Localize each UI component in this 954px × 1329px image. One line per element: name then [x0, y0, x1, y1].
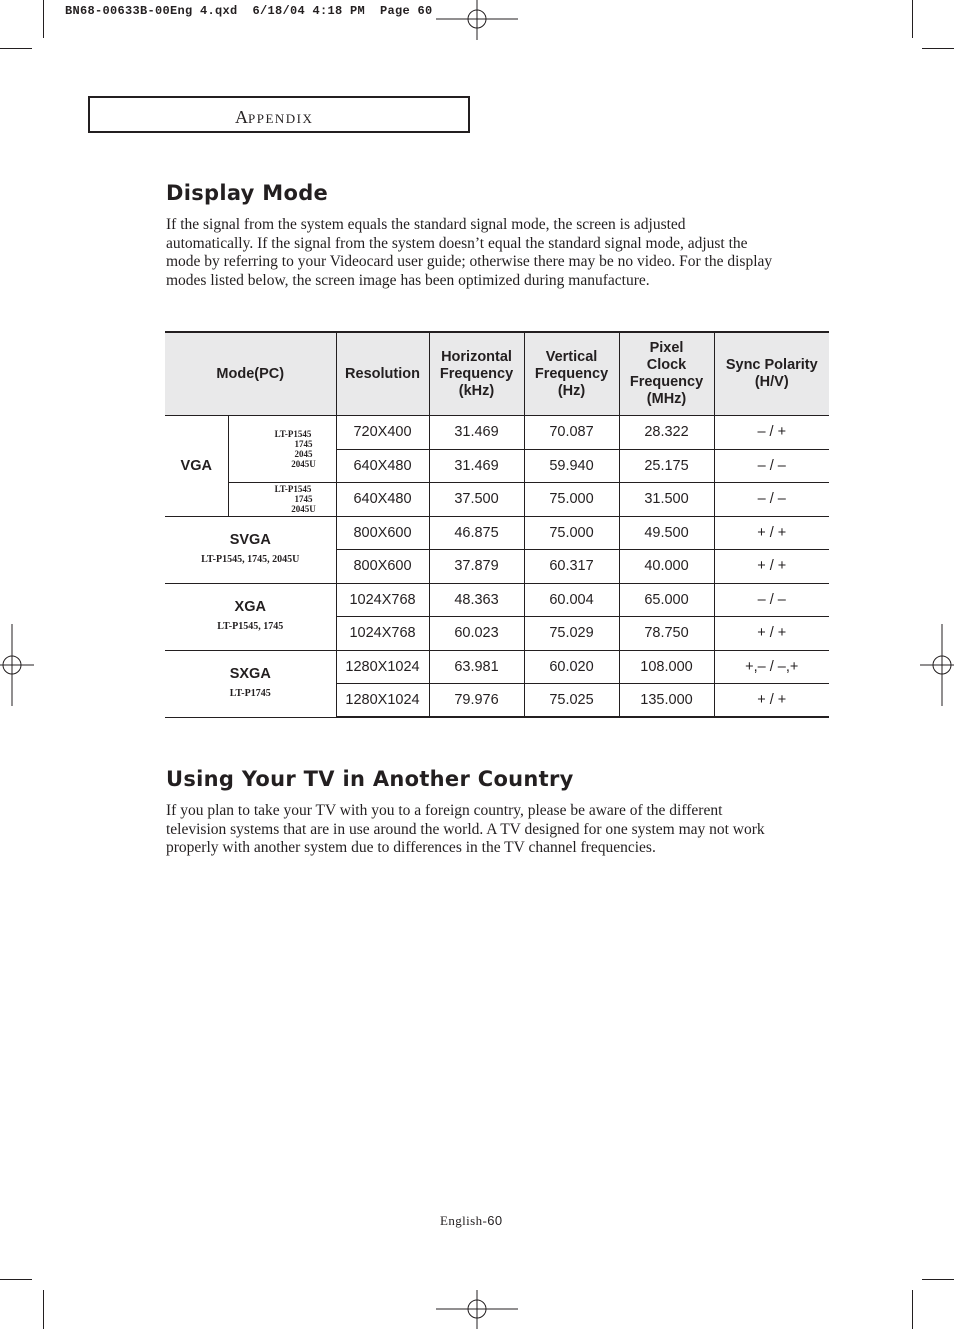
cell-vfreq: 70.087: [524, 416, 619, 450]
cell-resolution: 1024X768: [336, 617, 429, 651]
cell-hfreq: 31.469: [429, 449, 524, 483]
model-line: LT-P1545: [274, 484, 312, 495]
crop-mark: [0, 48, 32, 49]
registration-mark-icon: [920, 624, 954, 706]
header-line: Pixel: [649, 340, 684, 356]
cell-sync: + / +: [714, 684, 829, 718]
cell-hfreq: 63.981: [429, 650, 524, 684]
header-line: Frequency: [534, 365, 609, 382]
header-mode: Mode(PC): [165, 332, 336, 416]
cell-resolution: 800X600: [336, 516, 429, 550]
header-line: Vertical: [545, 348, 598, 365]
display-mode-table: [165, 331, 829, 718]
table-row: [165, 583, 829, 617]
header-line: Horizontal: [441, 348, 512, 365]
display-mode-paragraph: If the signal from the system equals the standard signal mode, the screen is adjusted automatically. If the signal from the system doesn’t equal the standard signal mode, adjust the mode by referring to your Videocard user guide; otherwise there may be no video. For the display modes listed below, the screen image has been optimized during manufacture.: [166, 216, 773, 289]
cell-pixel: 108.000: [619, 650, 714, 684]
crop-mark: [912, 0, 913, 38]
model-line: 2045: [294, 449, 313, 459]
cell-resolution: 800X600: [336, 550, 429, 584]
section-initial: A: [235, 107, 248, 127]
header-vertical-frequency: [524, 332, 619, 416]
header-line: (kHz): [458, 382, 495, 399]
table-row: [165, 416, 829, 450]
cell-pixel: 78.750: [619, 617, 714, 651]
crop-mark: [922, 48, 954, 49]
cell-vfreq: 59.940: [524, 449, 619, 483]
header-line: Frequency: [439, 365, 514, 382]
crop-mark: [922, 1279, 954, 1280]
cell-sync: – / +: [714, 416, 829, 450]
mode-sxga-name: SXGA: [229, 665, 271, 682]
cell-sync: +,– / –,+: [714, 650, 829, 684]
cell-vfreq: 75.000: [524, 483, 619, 517]
mode-sxga: [165, 650, 336, 717]
vga-models-b: [228, 483, 336, 517]
header-line: Frequency: [629, 374, 704, 390]
mode-xga: [165, 583, 336, 650]
crop-mark: [43, 1290, 44, 1329]
cell-hfreq: 37.879: [429, 550, 524, 584]
header-resolution: Resolution: [336, 332, 429, 416]
footer-page: 60: [487, 1213, 503, 1228]
cell-hfreq: 31.469: [429, 416, 524, 450]
mode-sxga-models: LT-P1745: [229, 687, 271, 699]
crop-mark: [43, 0, 44, 38]
print-slug: BN68-00633B-00Eng 4.qxd 6/18/04 4:18 PM Page 60: [65, 4, 433, 18]
cell-sync: – / –: [714, 449, 829, 483]
cell-resolution: 1280X1024: [336, 684, 429, 718]
mode-svga-name: SVGA: [229, 531, 271, 548]
vga-models-a: [228, 416, 336, 483]
cell-resolution: 720X400: [336, 416, 429, 450]
model-line: 1745: [294, 494, 313, 505]
another-country-paragraph: If you plan to take your TV with you to a foreign country, please be aware of the different television systems that are in use around the world. A TV designed for one system may not work properly with another system due to differences in the TV channel frequencies.: [166, 802, 765, 857]
cell-pixel: 65.000: [619, 583, 714, 617]
cell-pixel: 135.000: [619, 684, 714, 718]
cell-sync: + / +: [714, 617, 829, 651]
model-line: 1745: [294, 439, 313, 449]
header-line: (H/V): [754, 374, 789, 390]
model-line: 2045U: [291, 504, 316, 515]
cell-pixel: 25.175: [619, 449, 714, 483]
mode-svga: [165, 516, 336, 583]
page-number: [440, 1213, 503, 1229]
header-line: (Hz): [557, 382, 586, 399]
registration-mark-icon: [436, 1290, 518, 1329]
cell-resolution: 1280X1024: [336, 650, 429, 684]
table-row: [165, 650, 829, 684]
cell-pixel: 31.500: [619, 483, 714, 517]
mode-xga-name: XGA: [234, 598, 266, 615]
cell-resolution: 1024X768: [336, 583, 429, 617]
model-line: LT-P1545: [274, 429, 312, 439]
cell-hfreq: 79.976: [429, 684, 524, 718]
cell-vfreq: 60.020: [524, 650, 619, 684]
table-header-row: [165, 332, 829, 416]
cell-pixel: 49.500: [619, 516, 714, 550]
cell-hfreq: 48.363: [429, 583, 524, 617]
cell-resolution: 640X480: [336, 449, 429, 483]
cell-vfreq: 75.000: [524, 516, 619, 550]
cell-resolution: 640X480: [336, 483, 429, 517]
header-sync-polarity: [714, 332, 829, 416]
cell-pixel: 28.322: [619, 416, 714, 450]
crop-mark: [0, 1279, 32, 1280]
section-header-box: [88, 96, 470, 133]
registration-mark-icon: [436, 0, 518, 40]
table-row: [165, 516, 829, 550]
header-line: Sync Polarity: [725, 357, 818, 373]
cell-hfreq: 46.875: [429, 516, 524, 550]
header-horizontal-frequency: [429, 332, 524, 416]
cell-vfreq: 75.029: [524, 617, 619, 651]
cell-vfreq: 60.004: [524, 583, 619, 617]
header-line: Clock: [646, 357, 687, 373]
cell-hfreq: 60.023: [429, 617, 524, 651]
cell-vfreq: 60.317: [524, 550, 619, 584]
mode-svga-models: LT-P1545, 1745, 2045U: [201, 553, 300, 565]
model-line: 2045U: [291, 459, 316, 469]
footer-label: English-: [440, 1213, 488, 1228]
table-row: [165, 483, 829, 517]
mode-xga-models: LT-P1545, 1745: [217, 620, 284, 632]
header-pixel-clock: [619, 332, 714, 416]
cell-sync: – / –: [714, 583, 829, 617]
section-header: [235, 107, 313, 128]
another-country-heading: Using Your TV in Another Country: [166, 767, 574, 791]
cell-sync: + / +: [714, 516, 829, 550]
header-line: (MHz): [646, 391, 687, 407]
cell-hfreq: 37.500: [429, 483, 524, 517]
crop-mark: [912, 1290, 913, 1329]
display-mode-heading: Display Mode: [166, 181, 329, 205]
mode-vga: VGA: [165, 416, 228, 517]
registration-mark-icon: [0, 624, 34, 706]
cell-pixel: 40.000: [619, 550, 714, 584]
cell-sync: + / +: [714, 550, 829, 584]
cell-vfreq: 75.025: [524, 684, 619, 718]
cell-sync: – / –: [714, 483, 829, 517]
section-rest: PPENDIX: [248, 111, 314, 126]
